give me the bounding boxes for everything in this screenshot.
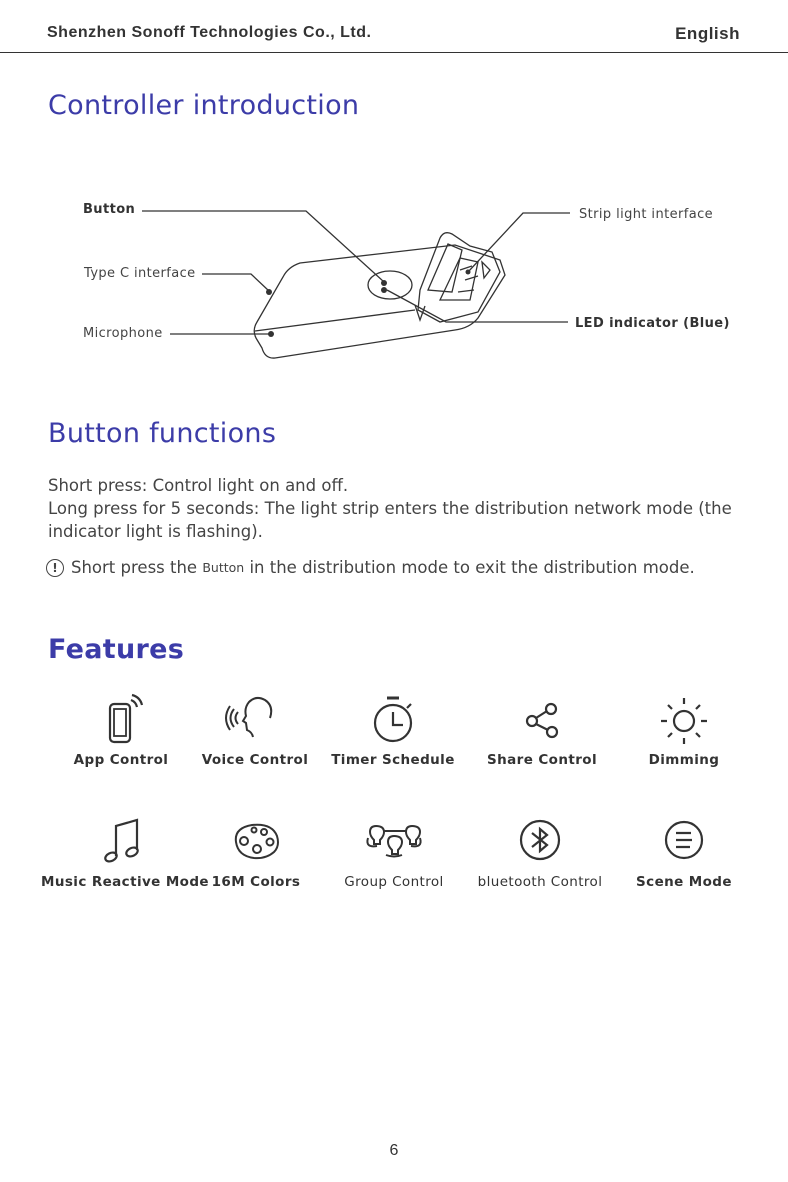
language-label: English <box>675 24 740 43</box>
button-functions-text <box>48 474 748 543</box>
feature-share-control <box>467 690 617 768</box>
feature-app-control <box>46 690 196 768</box>
label-type-c-interface: Type C interface <box>84 266 196 281</box>
feature-label: Music Reactive Mode <box>41 874 209 890</box>
long-press-text: Long press for 5 seconds: The light strip enters the distribution network mode (the <box>48 499 732 518</box>
feature-scene-mode <box>609 812 759 890</box>
feature-label: Share Control <box>487 752 597 768</box>
palette-icon <box>224 812 288 874</box>
button-functions-title: Button functions <box>48 418 277 449</box>
label-led-indicator: LED indicator (Blue) <box>575 316 730 331</box>
note-button-word: Button <box>202 560 245 575</box>
feature-voice-control <box>180 690 330 768</box>
bulb-group-icon <box>359 812 429 874</box>
feature-bluetooth-control <box>465 812 615 890</box>
feature-timer-schedule <box>318 690 468 768</box>
music-note-icon <box>95 812 155 874</box>
feature-label: Voice Control <box>201 752 309 768</box>
feature-label: bluetooth Control <box>477 874 603 890</box>
note-suffix: in the distribution mode to exit the distribution mode. <box>249 558 695 577</box>
distribution-mode-note <box>46 558 695 577</box>
feature-music-reactive-mode <box>41 812 209 890</box>
short-press-text: Short press: Control light on and off. <box>48 476 349 495</box>
label-button: Button <box>83 202 136 217</box>
feature-label: 16M Colors <box>211 874 301 890</box>
company-name: Shenzhen Sonoff Technologies Co., Ltd. <box>47 24 372 41</box>
feature-label: Group Control <box>344 874 444 890</box>
stopwatch-icon <box>363 690 423 752</box>
label-strip-light-interface: Strip light interface <box>579 207 714 222</box>
feature-label: Scene Mode <box>636 874 732 890</box>
page-number: 6 <box>389 1142 399 1159</box>
feature-group-control <box>319 812 469 890</box>
feature-16m-colors <box>181 812 331 890</box>
features-title: Features <box>48 634 185 665</box>
share-icon <box>512 690 572 752</box>
note-prefix: Short press the <box>71 558 198 577</box>
exclamation-circle-icon: ! <box>46 559 64 577</box>
bluetooth-icon <box>510 812 570 874</box>
label-microphone: Microphone <box>83 326 163 341</box>
controller-intro-title: Controller introduction <box>48 90 360 121</box>
page-header <box>0 0 788 53</box>
phone-signal-icon <box>91 690 151 752</box>
feature-label: Timer Schedule <box>331 752 455 768</box>
feature-label: App Control <box>73 752 169 768</box>
controller-diagram <box>0 180 788 380</box>
feature-label: Dimming <box>648 752 720 768</box>
long-press-text-cont: indicator light is flashing). <box>48 522 263 541</box>
feature-dimming <box>609 690 759 768</box>
voice-head-icon <box>220 690 290 752</box>
scene-menu-icon <box>654 812 714 874</box>
sun-icon <box>654 690 714 752</box>
